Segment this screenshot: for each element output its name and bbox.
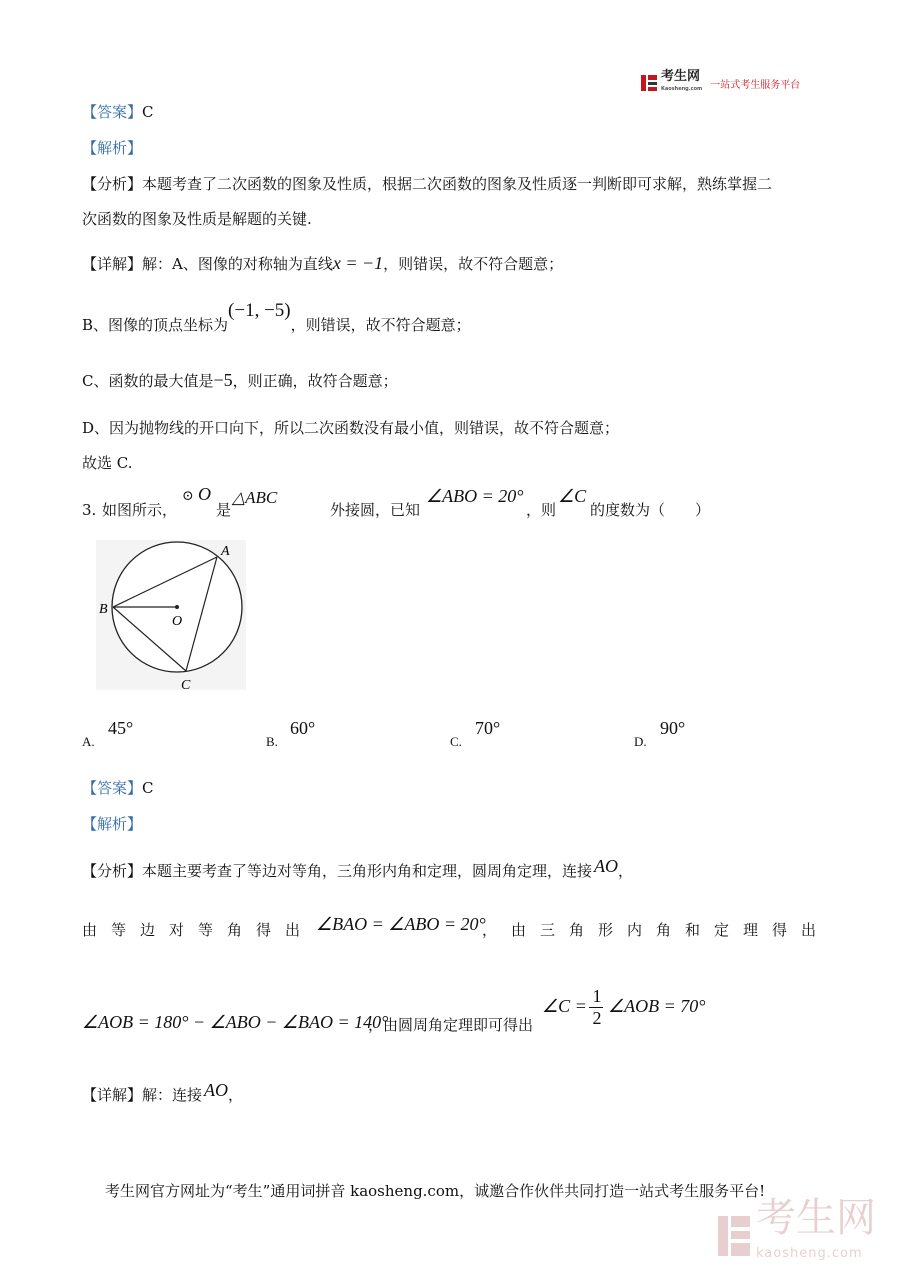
detail-AO: AO bbox=[204, 1080, 229, 1100]
frac-denominator: 2 bbox=[592, 1008, 602, 1028]
q3-detail bbox=[82, 1080, 243, 1106]
logo-name: 考生网 Kaosheng.com bbox=[661, 71, 702, 95]
q3-stem-mid: 外接圆，已知 bbox=[330, 501, 421, 519]
detail-a-text: 解：A、图像的对称轴为直线 bbox=[142, 255, 333, 273]
max-value: −5 bbox=[213, 370, 233, 390]
angle-AOB-calc: ∠AOB = 180° − ∠ABO − ∠BAO = 140° bbox=[82, 1012, 389, 1032]
q2-detail-c bbox=[82, 370, 398, 391]
detail-text: 解：连接 bbox=[142, 1086, 203, 1104]
frac-numerator: 1 bbox=[592, 986, 602, 1006]
label-B: B bbox=[99, 602, 108, 617]
kaosheng-logo-icon bbox=[640, 74, 658, 92]
vertex-coords: (−1, −5) bbox=[228, 300, 291, 321]
q2-detail-d: D、因为抛物线的开口向下，所以二次函数没有最小值，则错误，故不符合题意； bbox=[82, 419, 620, 437]
q2-fenxi-line1 bbox=[82, 174, 772, 194]
detail-tag: 【详解】 bbox=[82, 1086, 143, 1104]
option-letter: D. bbox=[634, 734, 647, 749]
given-angle: ∠ABO = 20° bbox=[426, 486, 524, 506]
q3-number: 3. bbox=[82, 501, 97, 519]
analysis-tag: 【解析】 bbox=[82, 139, 143, 157]
detail-end: ， bbox=[228, 1086, 244, 1104]
label-C: C bbox=[181, 678, 191, 692]
q3-fenxi-line1 bbox=[82, 858, 633, 884]
q2-detail-a bbox=[82, 253, 563, 274]
option-letter: B. bbox=[266, 734, 278, 749]
answer-tag: 【答案】 bbox=[82, 779, 143, 797]
detail-a-post: ，则错误，故不符合题意； bbox=[383, 255, 564, 273]
option-letter: C. bbox=[450, 734, 462, 749]
line2-pre: 由等边对等角得出 bbox=[82, 921, 315, 939]
angle-equality: ∠BAO = ∠ABO = 20° bbox=[316, 914, 486, 934]
q3-analysis-heading bbox=[82, 814, 142, 834]
option-letter: A. bbox=[82, 734, 95, 749]
watermark-sub: kaosheng.com bbox=[756, 1246, 863, 1261]
label-A: A bbox=[221, 544, 230, 559]
analysis-tag: 【解析】 bbox=[82, 815, 143, 833]
detail-c-post: ，则正确，故符合题意； bbox=[232, 372, 398, 390]
footer-text: 考生网官方网址为“考生”通用词拼音 kaosheng.com，诚邀合作伙伴共同打造一站式考生服务平台! bbox=[105, 1182, 766, 1200]
q3-fenxi-line3 bbox=[82, 986, 802, 1036]
fenxi-tag: 【分析】 bbox=[82, 175, 143, 193]
triangle-ABC: △ABC bbox=[232, 488, 278, 507]
line3-mid: ，由圆周角定理即可得出 bbox=[368, 1016, 534, 1034]
fenxi-comma: ， bbox=[618, 862, 634, 880]
option-value: 70° bbox=[475, 718, 501, 738]
result-rhs: ∠AOB = 70° bbox=[608, 996, 706, 1016]
fenxi-text: 本题考查了二次函数的图象及性质，根据二次函数的图象及性质逐一判断即可求解，熟练掌握二 bbox=[142, 175, 773, 193]
detail-tag: 【详解】 bbox=[82, 255, 143, 273]
result-lhs: ∠C = bbox=[542, 996, 587, 1016]
fenxi-text: 本题主要考查了等边对等角，三角形内角和定理，圆周角定理，连接 bbox=[142, 862, 593, 880]
center-point bbox=[175, 605, 179, 609]
q2-fenxi-line2: 次函数的图象及性质是解题的关键. bbox=[82, 210, 312, 228]
logo-sub: Kaosheng.com bbox=[661, 86, 703, 92]
circle-figure bbox=[96, 540, 246, 692]
q3-options bbox=[82, 718, 802, 752]
q3-fenxi-line2 bbox=[82, 914, 831, 944]
detail-b-text: B、图像的顶点坐标为 bbox=[82, 316, 229, 334]
q2-conclusion: 故选 C. bbox=[82, 454, 133, 472]
detail-b-post: ，则错误，故不符合题意； bbox=[290, 316, 471, 334]
circle-symbol: ⊙ bbox=[182, 488, 194, 504]
q2-answer-line bbox=[82, 102, 154, 122]
option-value: 60° bbox=[290, 718, 316, 738]
q3-stem-pre: 如图所示， bbox=[102, 501, 178, 519]
answer-value: C bbox=[142, 103, 154, 121]
watermark-text: 考生网 kaosheng.com bbox=[756, 1200, 876, 1272]
q3-answer-line bbox=[82, 778, 154, 798]
angle-C: ∠C bbox=[558, 486, 587, 506]
q2-detail-b bbox=[82, 300, 471, 341]
option-value: 45° bbox=[108, 718, 134, 738]
answer-tag: 【答案】 bbox=[82, 103, 143, 121]
fenxi-tag: 【分析】 bbox=[82, 862, 143, 880]
label-O: O bbox=[172, 614, 183, 629]
answer-value: C bbox=[142, 779, 154, 797]
q3-stem-then: ，则 bbox=[526, 501, 557, 519]
q3-stem-is: 是 bbox=[216, 501, 232, 519]
line2-post: ，由三角形内角和定理得出 bbox=[482, 921, 831, 939]
detail-c-text: C、函数的最大值是 bbox=[82, 372, 214, 390]
header-slogan: 一站式考生服务平台 bbox=[710, 79, 801, 91]
header-logo bbox=[640, 69, 801, 94]
watermark bbox=[716, 1195, 876, 1272]
q2-analysis-heading bbox=[82, 138, 142, 158]
segment-AO: AO bbox=[594, 856, 619, 876]
circle-O: O bbox=[198, 484, 211, 504]
q3-stem-end: 的度数为（ ） bbox=[590, 501, 711, 519]
axis-equation: x = −1 bbox=[332, 253, 384, 273]
option-value: 90° bbox=[660, 718, 686, 738]
watermark-logo-icon bbox=[716, 1214, 752, 1258]
